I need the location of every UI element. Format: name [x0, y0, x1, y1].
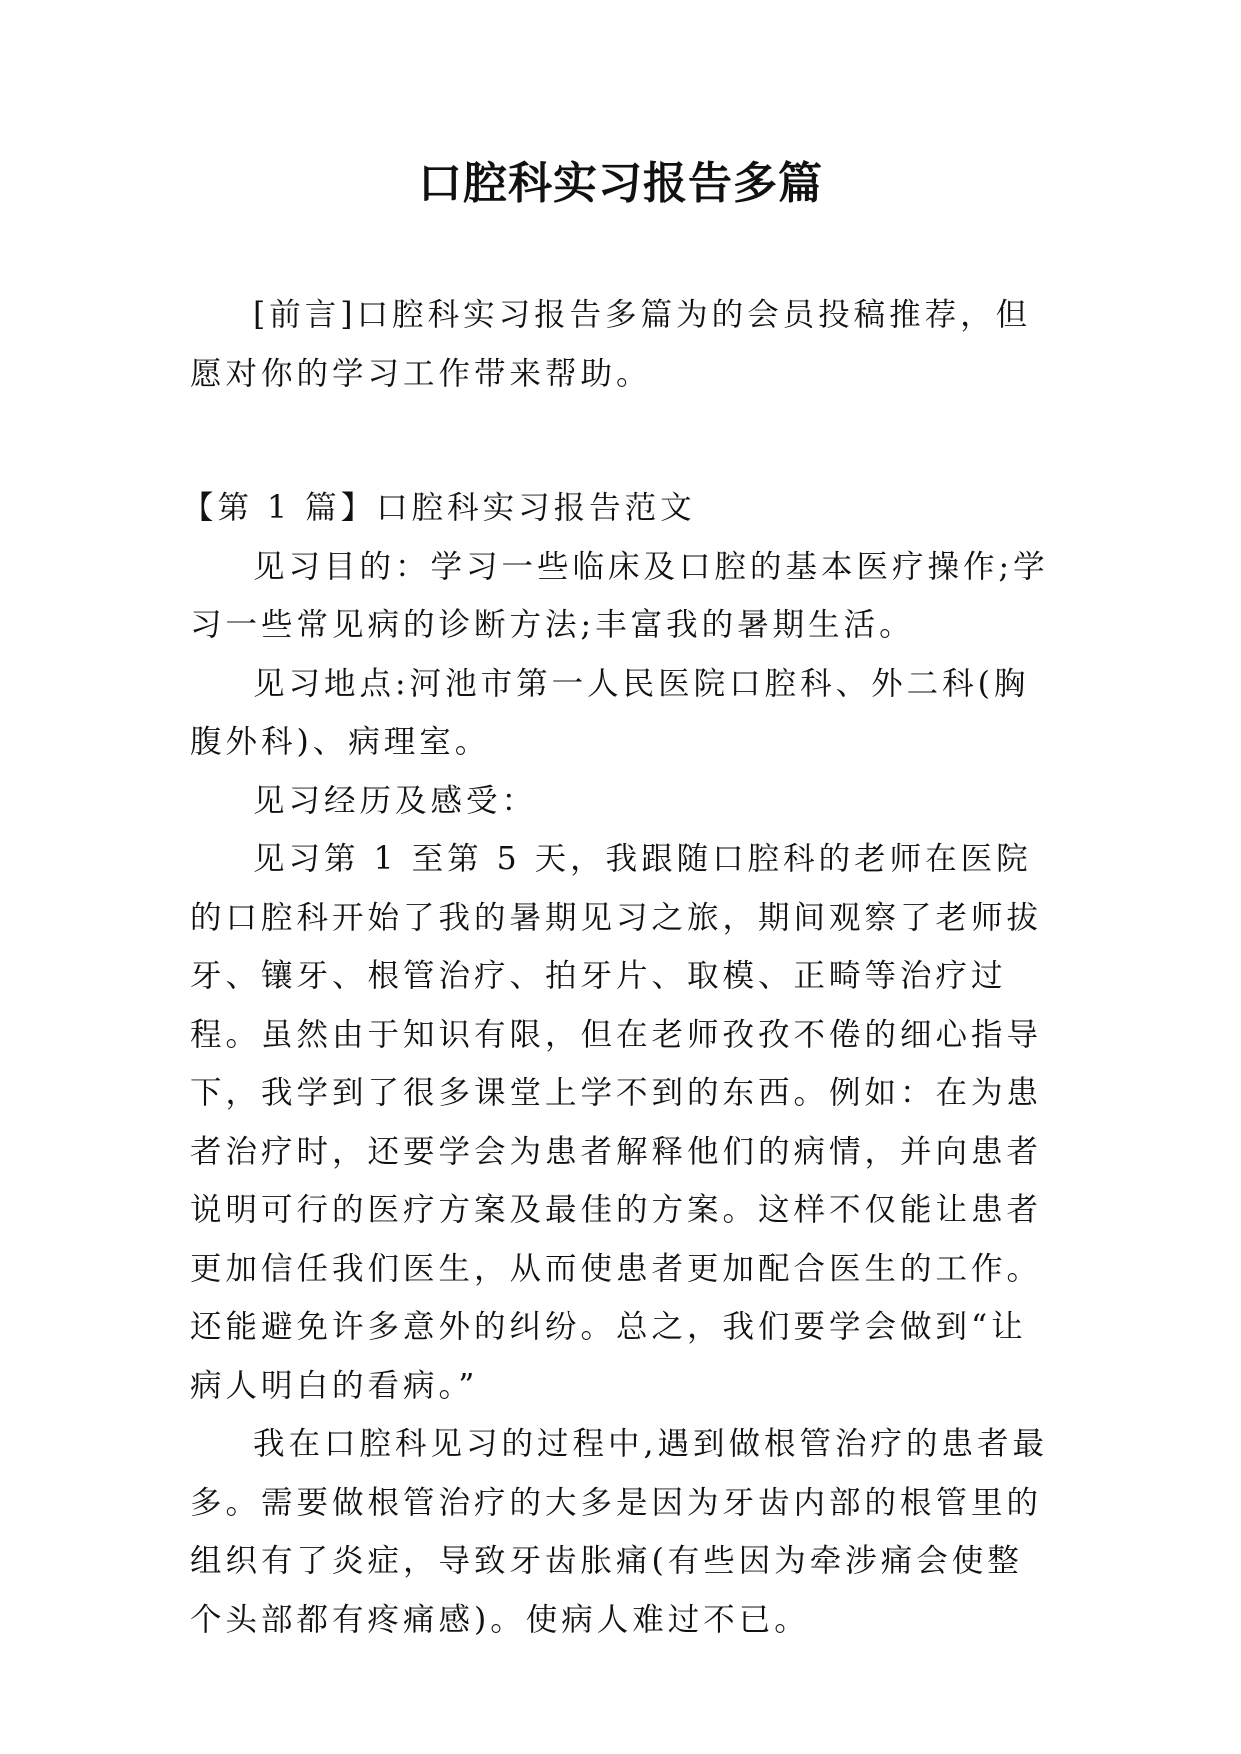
section-heading: 【第 1 篇】口腔科实习报告范文	[182, 490, 696, 526]
body-paragraph: 见习地点:河池市第一人民医院口腔科、外二科(胸腹外科)、病理室。	[190, 665, 1030, 760]
body-paragraph: 见习第 1 至第 5 天，我跟随口腔科的老师在医院的口腔科开始了我的暑期见习之旅，期间观察了老师拔牙、镶牙、根管治疗、拍牙片、取模、正畸等治疗过程。虽然由于知识有限，但在老师孜孜不倦的细心指导下，我学到了很多课堂上学不到的东西。例如：在为患者治疗时，还要学会为患者解释他们的病情，并向患者说明可行的医疗方案及最佳的方案。这样不仅能让患者更加信任我们医生，从而使患者更加配合医生的工作。还能避免许多意外的纠纷。总之，我们要学会做到“让病人明白的看病。”	[190, 841, 1043, 1404]
body-paragraph: 我在口腔科见习的过程中,遇到做根管治疗的患者最多。需要做根管治疗的大多是因为牙齿内部的根管里的组织有了炎症，导致牙齿胀痛(有些因为牵涉痛会使整个头部都有疼痛感)。使病人难过不已。	[190, 1426, 1049, 1638]
preface-paragraph: [前言]口腔科实习报告多篇为的会员投稿推荐，但愿对你的学习工作带来帮助。	[190, 297, 1032, 392]
body-paragraph: 见习经历及感受：	[253, 782, 538, 819]
document-body	[182, 286, 1058, 1649]
document-title: 口腔科实习报告多篇	[418, 158, 823, 209]
body-paragraph: 见习目的：学习一些临床及口腔的基本医疗操作;学习一些常见病的诊断方法;丰富我的暑期生活。	[190, 548, 1049, 643]
